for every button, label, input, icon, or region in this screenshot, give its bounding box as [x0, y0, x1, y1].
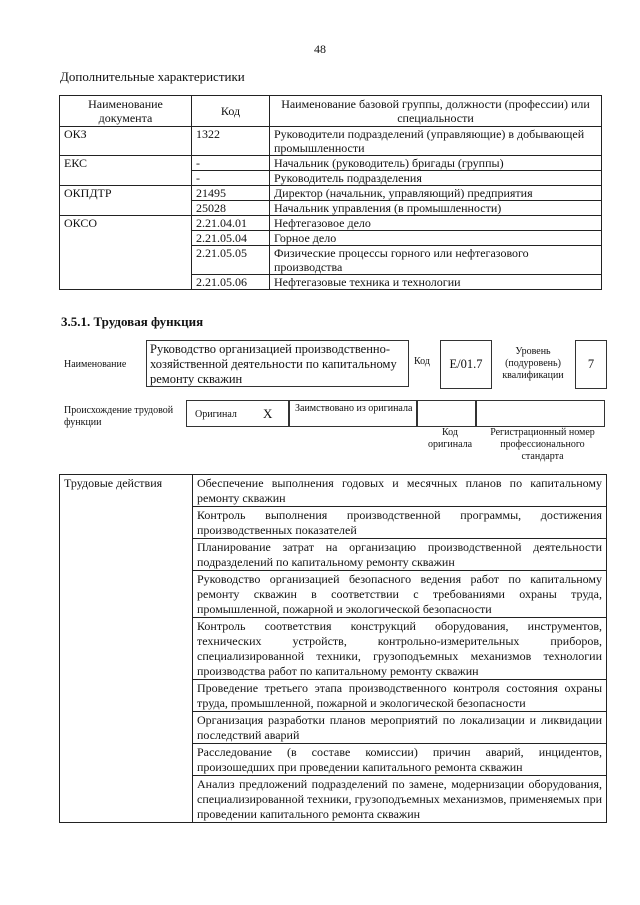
- function-code-box: E/01.7: [440, 340, 492, 389]
- table-cell-name: Физические процессы горного или нефтегазового производства: [270, 246, 602, 275]
- table-row: [60, 186, 602, 201]
- table-row: [60, 475, 607, 507]
- code-label: Код: [414, 356, 430, 367]
- table-cell-name: Руководители подразделений (управляющие) в добывающей промышленности: [270, 127, 602, 156]
- table-cell-doc: ОКСО: [60, 216, 192, 231]
- extra-characteristics-title: Дополнительные характеристики: [60, 69, 245, 84]
- table-cell-doc: [60, 231, 192, 246]
- table-cell-code: 1322: [192, 127, 270, 156]
- table-cell-name: Директор (начальник, управляющий) предприятия: [270, 186, 602, 201]
- page-number: 48: [314, 42, 326, 56]
- table-row: [60, 127, 602, 156]
- origin-row: [186, 400, 605, 427]
- header-code: Код: [192, 96, 270, 127]
- table-row: [60, 246, 602, 275]
- original-label: Оригинал: [195, 409, 237, 420]
- table-cell-name: Нефтегазовое дело: [270, 216, 602, 231]
- labor-action-item: Расследование (в составе комиссии) причин аварий, инцидентов, произошедших при проведении капитального ремонта скважин: [193, 744, 607, 776]
- labor-action-item: Организация разработки планов мероприятий по локализации и ликвидации последствий аварий: [193, 712, 607, 744]
- table-cell-doc: [60, 275, 192, 290]
- labor-action-item: Обеспечение выполнения годовых и месячных планов по капитальному ремонту скважин: [193, 475, 607, 507]
- table-cell-doc: [60, 201, 192, 216]
- labor-action-item: Проведение третьего этапа производственного контроля состояния охраны труда, промышленной, пожарной и экологической безопасности: [193, 680, 607, 712]
- labor-action-item: Руководство организацией безопасного ведения работ по капитальному ремонту скважин в соответствии с требованиями охраны труда, промышленной, пожарной и экологической безопасности: [193, 571, 607, 618]
- table-row: [60, 201, 602, 216]
- table-cell-name: Начальник (руководитель) бригады (группы): [270, 156, 602, 171]
- table-cell-name: Горное дело: [270, 231, 602, 246]
- labor-action-item: Контроль выполнения производственной программы, достижения производственных показателей: [193, 507, 607, 539]
- name-label: Наименование: [64, 359, 127, 370]
- table-cell-name: Руководитель подразделения: [270, 171, 602, 186]
- table-cell-code: -: [192, 156, 270, 171]
- origin-label: Происхождение трудовой функции: [64, 405, 174, 428]
- borrowed-label: Заимствовано из оригинала: [295, 403, 413, 414]
- origin-code-cell: [417, 400, 476, 427]
- table-cell-code: -: [192, 171, 270, 186]
- table-row: [60, 275, 602, 290]
- table-row: [60, 156, 602, 171]
- labor-actions-label: Трудовые действия: [60, 475, 193, 823]
- original-cell: [186, 400, 289, 427]
- labor-action-item: Планирование затрат на организацию производственной деятельности подразделений по капитальному ремонту скважин: [193, 539, 607, 571]
- table-cell-doc: ЕКС: [60, 156, 192, 171]
- extra-characteristics-table: [59, 95, 602, 290]
- table-cell-code: 25028: [192, 201, 270, 216]
- table-cell-name: Нефтегазовые техника и технологии: [270, 275, 602, 290]
- qualification-level-box: 7: [575, 340, 607, 389]
- original-mark: X: [263, 406, 273, 421]
- table-row: [60, 216, 602, 231]
- reg-number-caption: Регистрационный номер профессионального стандарта: [490, 427, 595, 462]
- labor-action-item: Анализ предложений подразделений по замене, модернизации оборудования, специализированной техники, грузоподъемных механизмов, применяемых при проведении капитального ремонта скважин: [193, 776, 607, 823]
- table-cell-doc: ОКЗ: [60, 127, 192, 156]
- table-cell-doc: [60, 246, 192, 275]
- origin-code-caption: Код оригинала: [427, 427, 473, 450]
- table-cell-code: 2.21.05.05: [192, 246, 270, 275]
- table-cell-code: 2.21.05.06: [192, 275, 270, 290]
- borrowed-cell: [289, 400, 417, 427]
- table-cell-doc: [60, 171, 192, 186]
- qualification-level-label: Уровень (подуровень) квалификации: [502, 346, 564, 381]
- header-doc: Наименование документа: [60, 96, 192, 127]
- function-name-box: Руководство организацией производственно-хозяйственной деятельности по капитальному ремонту скважин: [146, 340, 409, 387]
- labor-actions-table: [59, 474, 607, 823]
- table-row: [60, 171, 602, 186]
- section-title: 3.5.1. Трудовая функция: [61, 314, 204, 329]
- table-cell-name: Начальник управления (в промышленности): [270, 201, 602, 216]
- table-cell-doc: ОКПДТР: [60, 186, 192, 201]
- table-cell-code: 2.21.05.04: [192, 231, 270, 246]
- labor-action-item: Контроль соответствия конструкций оборудования, инструментов, технических устройств, контрольно-измерительных приборов, специализированной техники, грузоподъемных механизмов технологии производства работ по капитальному ремонту скважин: [193, 618, 607, 680]
- header-name: Наименование базовой группы, должности (профессии) или специальности: [270, 96, 602, 127]
- table-cell-code: 21495: [192, 186, 270, 201]
- table-row: [60, 231, 602, 246]
- reg-number-cell: [476, 400, 605, 427]
- table-header-row: [60, 96, 602, 127]
- table-cell-code: 2.21.04.01: [192, 216, 270, 231]
